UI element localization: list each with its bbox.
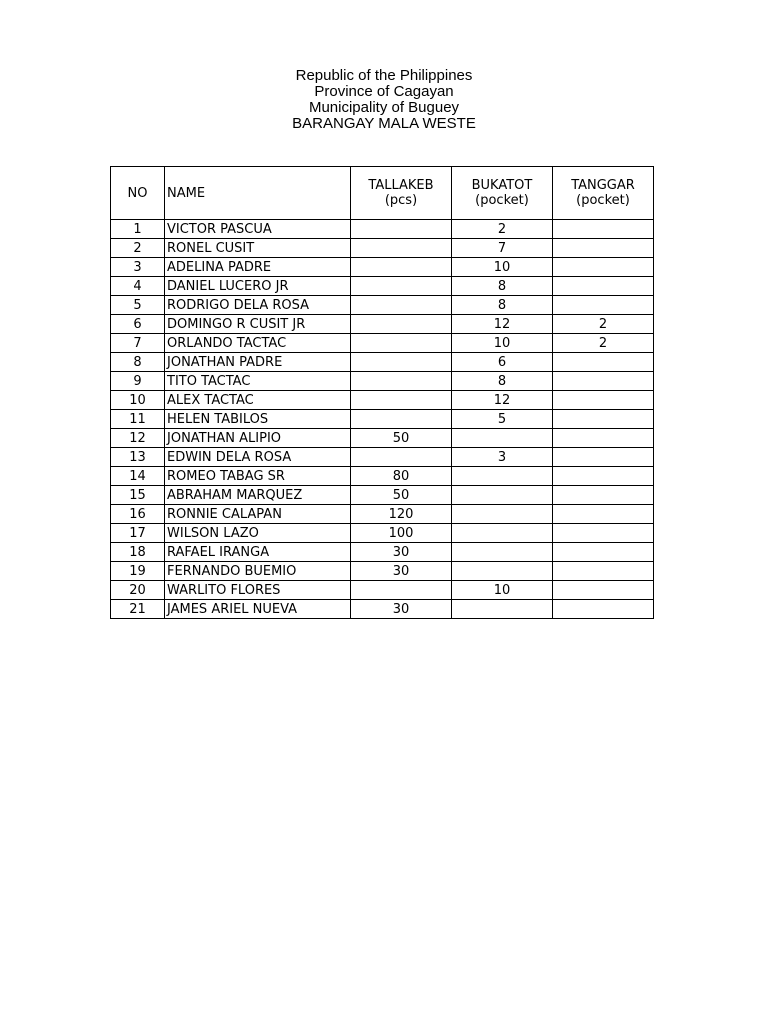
cell-tallakeb [351,239,452,258]
cell-bukatot: 3 [452,448,553,467]
column-header-tallakeb-unit: (pcs) [384,193,418,208]
table-row [111,562,654,581]
cell-tanggar [553,372,654,391]
cell-tallakeb: 50 [351,429,452,448]
cell-tallakeb: 30 [351,543,452,562]
table-row [111,410,654,429]
cell-bukatot [452,467,553,486]
cell-tanggar [553,220,654,239]
cell-tallakeb [351,258,452,277]
column-header-tallakeb [351,167,452,220]
cell-tanggar [553,391,654,410]
cell-bukatot: 2 [452,220,553,239]
table-row [111,277,654,296]
cell-name: DANIEL LUCERO JR [165,277,351,296]
cell-no: 17 [111,524,165,543]
cell-name: TITO TACTAC [165,372,351,391]
cell-bukatot: 7 [452,239,553,258]
cell-tallakeb: 100 [351,524,452,543]
cell-name: JONATHAN PADRE [165,353,351,372]
table-row [111,372,654,391]
cell-no: 3 [111,258,165,277]
cell-name: HELEN TABILOS [165,410,351,429]
cell-tanggar: 2 [553,315,654,334]
column-header-tanggar [553,167,654,220]
cell-tanggar [553,277,654,296]
roster-table-body [111,220,654,619]
cell-tanggar [553,581,654,600]
cell-bukatot [452,524,553,543]
cell-name: EDWIN DELA ROSA [165,448,351,467]
cell-tanggar [553,486,654,505]
table-row [111,353,654,372]
cell-tanggar [553,524,654,543]
cell-tallakeb [351,372,452,391]
cell-bukatot: 6 [452,353,553,372]
cell-no: 14 [111,467,165,486]
cell-bukatot [452,486,553,505]
cell-name: ADELINA PADRE [165,258,351,277]
cell-name: RONNIE CALAPAN [165,505,351,524]
cell-no: 19 [111,562,165,581]
column-header-tanggar-unit: (pocket) [576,193,630,208]
table-row [111,315,654,334]
cell-tanggar [553,258,654,277]
table-row [111,581,654,600]
cell-bukatot [452,429,553,448]
roster-table-head [111,167,654,220]
cell-no: 13 [111,448,165,467]
cell-name: JAMES ARIEL NUEVA [165,600,351,619]
header-row [111,167,654,220]
cell-name: RODRIGO DELA ROSA [165,296,351,315]
cell-tanggar [553,353,654,372]
column-header-tanggar-title: TANGGAR [571,178,635,193]
cell-tallakeb [351,448,452,467]
cell-bukatot: 10 [452,581,553,600]
cell-no: 4 [111,277,165,296]
cell-bukatot: 8 [452,277,553,296]
cell-name: JONATHAN ALIPIO [165,429,351,448]
cell-bukatot: 8 [452,296,553,315]
table-row [111,524,654,543]
column-header-tallakeb-title: TALLAKEB [368,178,434,193]
cell-tallakeb [351,353,452,372]
cell-bukatot: 12 [452,315,553,334]
cell-name: RONEL CUSIT [165,239,351,258]
cell-tallakeb [351,220,452,239]
table-row [111,334,654,353]
cell-no: 7 [111,334,165,353]
cell-no: 16 [111,505,165,524]
cell-no: 15 [111,486,165,505]
table-row [111,239,654,258]
table-row [111,505,654,524]
cell-tallakeb [351,296,452,315]
cell-name: ORLANDO TACTAC [165,334,351,353]
cell-no: 20 [111,581,165,600]
cell-tallakeb [351,315,452,334]
cell-name: WARLITO FLORES [165,581,351,600]
cell-tallakeb [351,277,452,296]
cell-tanggar [553,448,654,467]
column-header-name: NAME [165,167,351,220]
table-row [111,391,654,410]
cell-no: 6 [111,315,165,334]
cell-name: ALEX TACTAC [165,391,351,410]
column-header-no: NO [111,167,165,220]
cell-bukatot: 10 [452,258,553,277]
cell-no: 2 [111,239,165,258]
table-row [111,429,654,448]
cell-name: FERNANDO BUEMIO [165,562,351,581]
cell-tanggar [553,600,654,619]
cell-name: RAFAEL IRANGA [165,543,351,562]
cell-name: WILSON LAZO [165,524,351,543]
cell-name: ABRAHAM MARQUEZ [165,486,351,505]
cell-tanggar [553,467,654,486]
table-row [111,220,654,239]
cell-tanggar [553,562,654,581]
cell-no: 10 [111,391,165,410]
document-header [0,68,768,132]
cell-bukatot [452,543,553,562]
cell-tallakeb [351,391,452,410]
cell-tanggar: 2 [553,334,654,353]
cell-tanggar [553,429,654,448]
cell-tanggar [553,505,654,524]
cell-bukatot: 12 [452,391,553,410]
column-header-bukatot [452,167,553,220]
cell-tanggar [553,543,654,562]
table-row [111,258,654,277]
cell-tanggar [553,296,654,315]
cell-bukatot [452,505,553,524]
cell-tallakeb: 30 [351,562,452,581]
cell-no: 8 [111,353,165,372]
header-province: Province of Cagayan [314,83,454,100]
cell-bukatot: 8 [452,372,553,391]
cell-bukatot: 5 [452,410,553,429]
cell-tallakeb [351,334,452,353]
cell-no: 18 [111,543,165,562]
table-row [111,296,654,315]
cell-no: 11 [111,410,165,429]
cell-tallakeb [351,410,452,429]
table-row [111,467,654,486]
cell-no: 12 [111,429,165,448]
cell-bukatot [452,562,553,581]
cell-bukatot [452,600,553,619]
cell-tallakeb: 50 [351,486,452,505]
cell-name: DOMINGO R CUSIT JR [165,315,351,334]
table-row [111,600,654,619]
cell-no: 5 [111,296,165,315]
column-header-bukatot-title: BUKATOT [471,178,533,193]
table-row [111,448,654,467]
cell-tallakeb: 30 [351,600,452,619]
cell-tallakeb: 80 [351,467,452,486]
cell-bukatot: 10 [452,334,553,353]
cell-tallakeb [351,581,452,600]
header-barangay: BARANGAY MALA WESTE [292,115,476,132]
table-row [111,486,654,505]
cell-no: 9 [111,372,165,391]
cell-tanggar [553,239,654,258]
cell-no: 21 [111,600,165,619]
header-municipality: Municipality of Buguey [308,99,460,116]
roster-table [110,166,654,619]
table-row [111,543,654,562]
cell-no: 1 [111,220,165,239]
cell-tanggar [553,410,654,429]
cell-name: ROMEO TABAG SR [165,467,351,486]
cell-name: VICTOR PASCUA [165,220,351,239]
header-republic: Republic of the Philippines [295,67,473,84]
column-header-bukatot-unit: (pocket) [475,193,529,208]
cell-tallakeb: 120 [351,505,452,524]
